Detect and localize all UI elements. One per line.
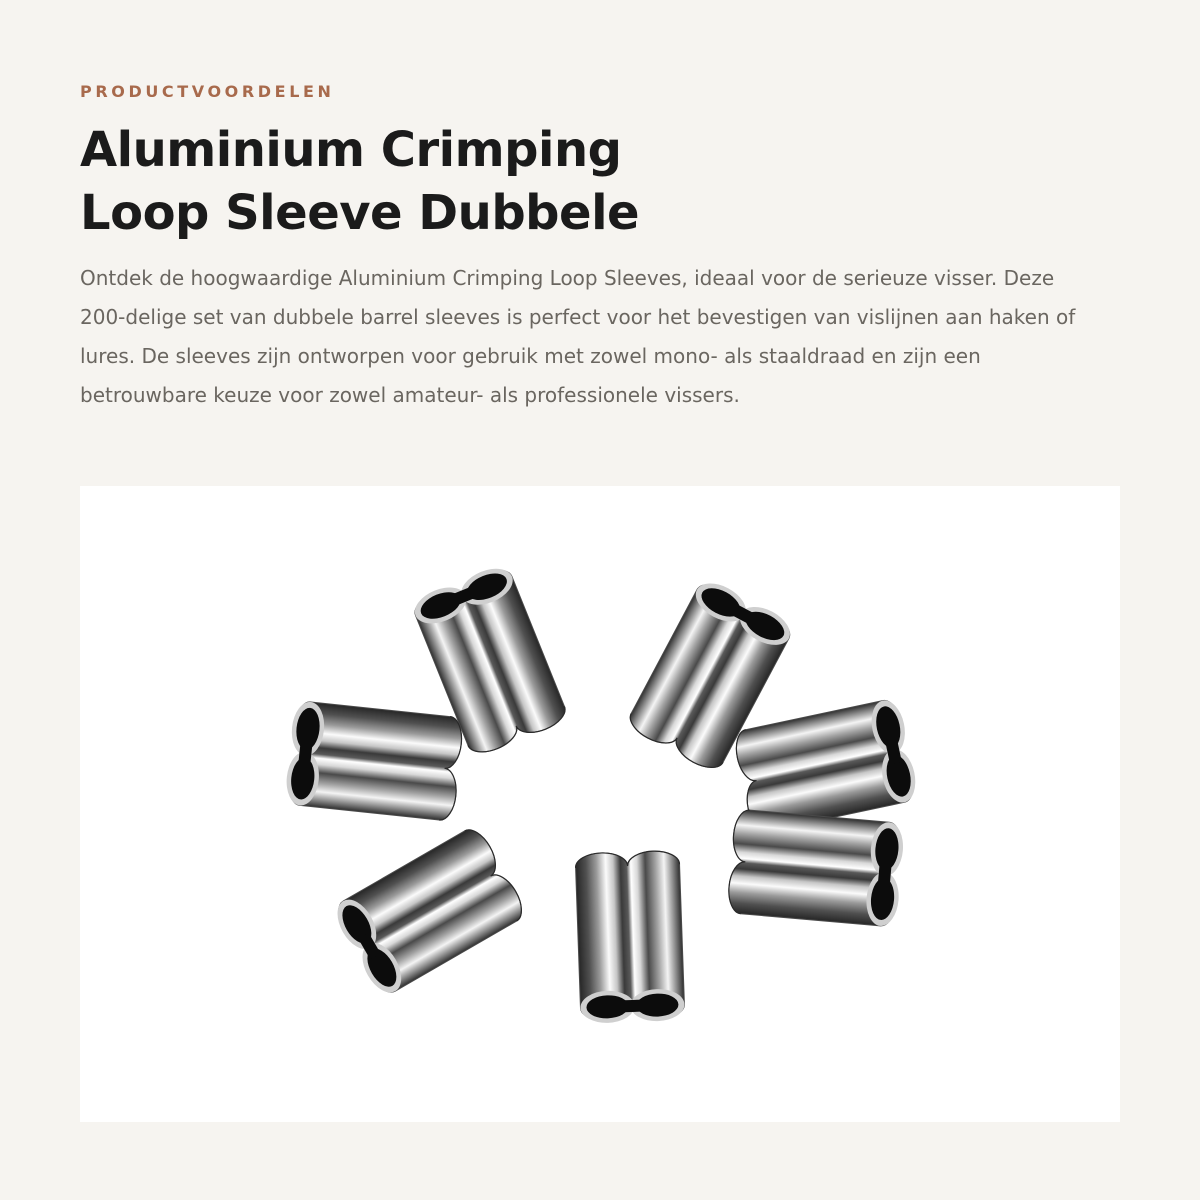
product-image (80, 486, 1120, 1122)
sleeve-bottom-left (330, 824, 529, 999)
sleeve-left (284, 700, 464, 821)
product-description: Ontdek de hoogwaardige Aluminium Crimping Loop Sleeves, ideaal voor de serieuze visser. Deze 200-delige set van dubbele barrel sleeves is perfect voor het bevestigen van vislijnen aan haken of lures. De sleeves zijn ontworpen voor gebruik met zowel mono- als staaldraad en zijn een betrouwbare keuze voor zowel amateur- als professionele vissers. (80, 266, 1076, 407)
sleeve-bottom-center (575, 850, 685, 1024)
product-title: Aluminium Crimping Loop Sleeve Dubbele (80, 122, 640, 241)
section-eyebrow: PRODUCTVOORDELEN (80, 82, 335, 101)
sleeve-lower-right (727, 809, 905, 927)
crimp-sleeves-illustration (80, 486, 1120, 1122)
